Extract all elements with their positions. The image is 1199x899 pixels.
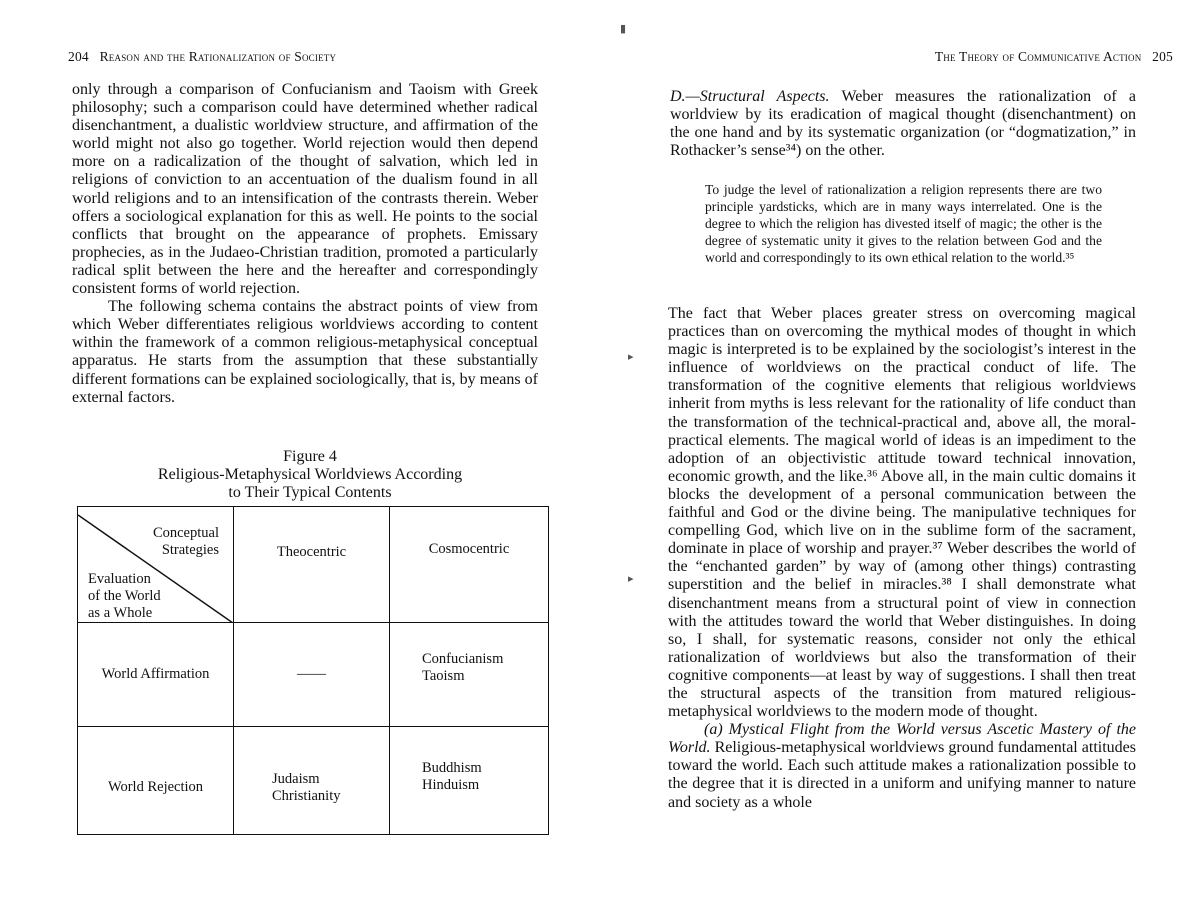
right-page-number: 205 <box>1152 49 1173 64</box>
corner-bottom-label: as a Whole <box>88 604 153 621</box>
corner-top-label: Conceptual <box>152 524 219 541</box>
left-page-number: 204 <box>68 49 89 64</box>
cell-line: Judaism <box>272 770 320 787</box>
left-running-title: Reason and the Rationalization of Society <box>99 49 337 64</box>
figure-number: Figure 4 <box>283 448 337 465</box>
cell-rejection-cosmocentric <box>390 727 549 835</box>
intro-paragraph <box>670 88 1136 160</box>
right-running-head <box>935 49 1173 65</box>
row-label-world-affirmation: World Affirmation <box>78 623 234 727</box>
row-label-world-rejection: World Rejection <box>78 727 234 835</box>
section-heading: (a) Mystical Flight from the World versus Ascetic Mastery of the World. <box>668 721 1136 757</box>
cell-line: Hinduism <box>422 776 480 793</box>
col-header-theocentric: Theocentric <box>234 507 390 623</box>
block-quote: To judge the level of rationalization a religion represents there are two principle yardsticks, which are in many ways interrelated. One is the degree to which the religion has divested itself of magic; the other is the degree of systematic unity it gives to the relation between God and the world and correspondingly to its own ethical relation to the world.³⁵ <box>705 182 1102 266</box>
corner-bottom-label: of the World <box>88 587 161 604</box>
scan-mark: ▸ <box>628 573 634 585</box>
cell-line: Buddhism <box>422 759 482 776</box>
intro-text: Weber measures the rationalization of a worldview by its eradication of magical thought (disenchantment) on the one hand and by its systematic organization (or “dogmatization,” in Rothacker’s sense³⁴) on the other. <box>670 88 1136 160</box>
cell-line: Christianity <box>272 787 341 804</box>
left-body <box>72 81 538 407</box>
figure-title-line1: Religious-Metaphysical Worldviews According <box>157 466 463 483</box>
cell-line: Taoism <box>422 667 465 684</box>
left-running-head <box>68 49 336 65</box>
cell-affirmation-cosmocentric <box>390 623 549 727</box>
cell-rejection-theocentric <box>234 727 390 835</box>
scan-mark: ▮ <box>620 23 627 35</box>
paragraph: only through a comparison of Confucianism and Taoism with Greek philosophy; such a comparison could have determined whether radical disenchantment, a dualistic worldview structure, and affirmation of the world might not also go together. World rejection would then depend more on a radicalization of the thought of salvation, which led in religions of conviction to an accentuation of the dualism found in all world religions and to an intensification of the contrasts therein. Weber offers a sociological explanation for this as well. He points to the social conflicts that brought on the appearance of prophets. Emissary prophecies, as in the Judaeo-Christian tradition, promoted a particularly radical split between the here and the hereafter and correspondingly consistent forms of world rejection. <box>72 81 538 298</box>
figure-caption <box>60 448 560 502</box>
intro-heading: D.—Structural Aspects. <box>670 88 830 105</box>
paragraph: The following schema contains the abstract points of view from which Weber differentiates religious worldviews according to content within the framework of a common religious-metaphysical conceptual apparatus. He starts from the assumption that these substantially different formations can be explained sociologically, that is, by means of external factors. <box>72 298 538 406</box>
scan-mark: ▸ <box>628 351 634 363</box>
cell-line: Confucianism <box>422 650 504 667</box>
corner-top-label: Strategies <box>161 541 219 558</box>
paragraph: The fact that Weber places greater stress on overcoming magical practices than on overcoming the mythical modes of thought in which magic is interpreted is to be explained by the sociologist’s interest in the influence of worldviews on the practical conduct of life. The transformation of the cognitive elements that religious worldviews inherit from myths is less relevant for the rationality of life conduct than the transformation of the technical-practical and, above all, the moral-practical elements. The magical world of ideas is an impediment to the adoption of an objectivistic attitude toward technical innovation, economic growth, and the like.³⁶ Above all, in the main cultic domains it blocks the development of a personal communication between the faithful and God or the divine being. The manipulative techniques for compelling God, which live on in the sublime form of the sacrament, dominate in place of worship and prayer.³⁷ Weber describes the world of the “enchanted garden” by way of (among other things) contrasting superstition and the belief in miracles.³⁸ I shall demonstrate what disenchantment means from a structural point of view in connection with the attitudes toward the world that Weber distinguishes. In doing so, I shall, for systematic reasons, consider not only the ethical rationalization of worldviews but also the transformation of their cognitive components—at least by way of suggestions. I shall then treat the structural aspects of the transition from matured religious-metaphysical worldviews to the modern mode of thought. <box>668 305 1136 721</box>
right-main-body <box>668 305 1136 812</box>
cell-affirmation-theocentric: —— <box>234 623 390 727</box>
corner-bottom-label: Evaluation <box>88 570 151 587</box>
worldview-schema-table <box>77 506 549 835</box>
right-page <box>600 0 1199 899</box>
section-text: Religious-metaphysical worldviews ground fundamental attitudes toward the world. Each such attitude makes a rationalization possible to the degree that it is directed in a uniform and unifying manner to nature and society as a whole <box>668 739 1136 811</box>
figure-title-line2: to Their Typical Contents <box>228 484 392 501</box>
right-running-title: The Theory of Communicative Action <box>934 49 1142 64</box>
col-header-cosmocentric: Cosmocentric <box>390 507 549 623</box>
corner-cell <box>78 507 234 623</box>
